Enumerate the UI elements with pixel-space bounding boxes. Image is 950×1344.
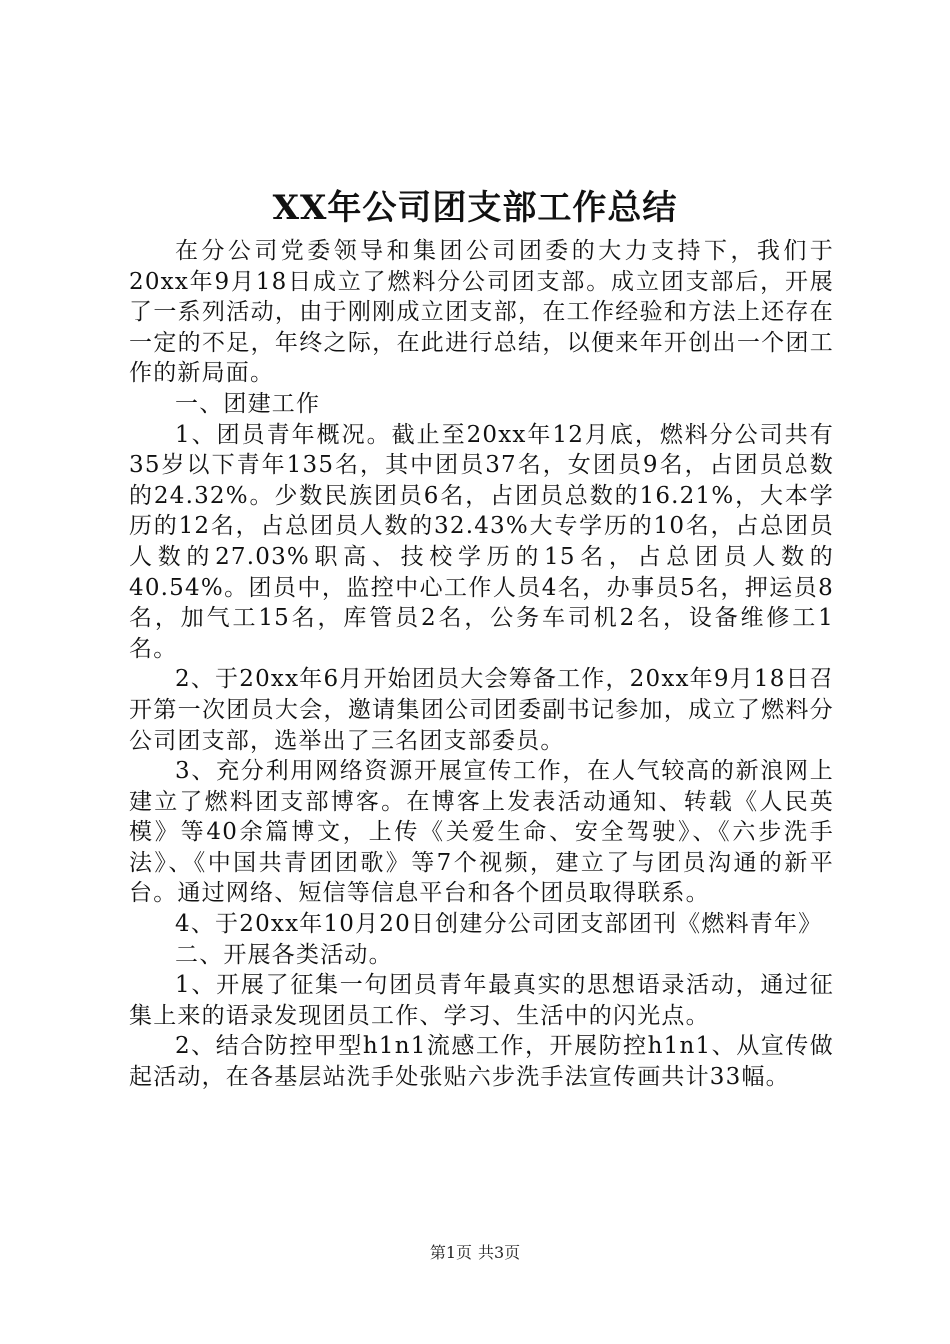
paragraph-item-1: 1、团员青年概况。截止至20xx年12月底，燃料分公司共有35岁以下青年135名，其中团员37名，女团员9名，占团员总数的24.32%。少数民族团员6名，占团员总数的16.21%，大本学历的12名，占总团员人数的32.43%大专学历的10名，占总团员人数的27.03%职高、技校学历的15名，占总团员人数的40.54%。团员中，监控中心工作人员4名，办事员5名，押运员8名，加气工15名，库管员2名，公务车司机2名，设备维修工1名。: [129, 421, 834, 662]
document-body: [129, 236, 834, 1093]
page-footer: [0, 1243, 950, 1263]
paragraph-item-3: 3、充分利用网络资源开展宣传工作，在人气较高的新浪网上建立了燃料团支部博客。在博客上发表活动通知、转载《人民英模》等40余篇博文，上传《关爱生命、安全驾驶》、《六步洗手法》、《中国共青团团歌》等7个视频，建立了与团员沟通的新平台。通过网络、短信等信息平台和各个团员取得联系。: [129, 758, 834, 907]
paragraph-intro: 在分公司党委领导和集团公司团委的大力支持下，我们于20xx年9月18日成立了燃料分公司团支部。成立团支部后，开展了一系列活动，由于刚刚成立团支部，在工作经验和方法上还存在一定的不足，年终之际，在此进行总结，以便来年开创出一个团工作的新局面。: [129, 238, 834, 387]
page-total: 共3页: [478, 1243, 521, 1262]
paragraph-activity-2: 2、结合防控甲型h1n1流感工作，开展防控h1n1、从宣传做起活动，在各基层站洗手处张贴六步洗手法宣传画共计33幅。: [129, 1033, 834, 1091]
document-title: XX年公司团支部工作总结: [272, 188, 678, 228]
paragraph-item-2: 2、于20xx年6月开始团员大会筹备工作，20xx年9月18日召开第一次团员大会，邀请集团公司团委副书记参加，成立了燃料分公司团支部，选举出了三名团支部委员。: [129, 666, 834, 754]
paragraph-item-4: 4、于20xx年10月20日创建分公司团支部团刊《燃料青年》: [175, 911, 823, 938]
page-number: 第1页: [429, 1243, 472, 1262]
section-heading-activities: 二、开展各类活动。: [175, 941, 393, 968]
section-heading-tuanjian: 一、团建工作: [175, 390, 321, 417]
paragraph-activity-1: 1、开展了征集一句团员青年最真实的思想语录活动，通过征集上来的语录发现团员工作、学习、生活中的闪光点。: [129, 972, 834, 1029]
